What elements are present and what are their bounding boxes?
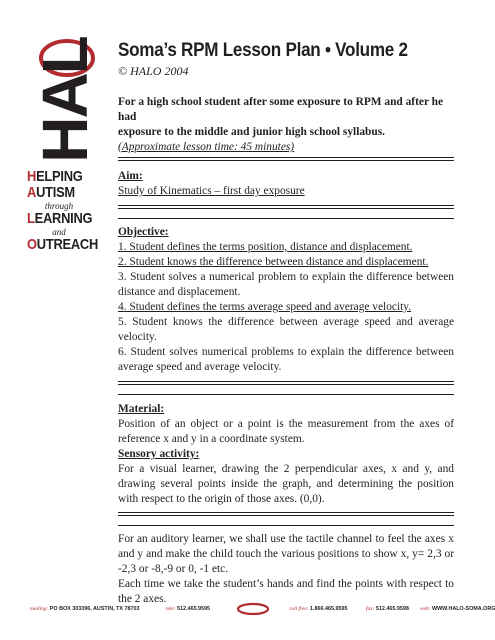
material-heading: Material: — [118, 403, 165, 415]
footer-fax: fax: 512.465.9598 — [366, 606, 409, 612]
footer-mailing: mailing: PO BOX 303396, AUSTIN, TX 78703 — [30, 606, 140, 612]
objective-item-5: 5. Student knows the difference between average speed and average velocity. — [118, 316, 454, 343]
objective-item-1: 1. Student defines the terms position, distance and displacement. — [118, 241, 413, 253]
tagline-autism: AUTISM — [27, 184, 75, 201]
footer-web: web: WWW.HALO-SOMA.ORG — [420, 606, 495, 612]
halo-ring-icon — [235, 602, 271, 616]
halo-logo — [25, 36, 105, 164]
ruled-line — [118, 209, 454, 219]
sensory-heading: Sensory activity: — [118, 448, 200, 460]
aim-text: Study of Kinematics – first day exposure — [118, 185, 305, 197]
intro-line-2: exposure to the middle and junior high school syllabus. — [118, 126, 386, 138]
tagline-and: and — [52, 227, 66, 237]
ruled-line — [118, 385, 454, 395]
tagline-outreach: OUTREACH — [27, 236, 99, 253]
sensory-auditory-text: For an auditory learner, we shall use the tactile channel to feel the axes x and y and make the child touch the various positions to show x, y= 2,3 or -2,3 or -8,-9 or 0, -1 etc. — [118, 533, 454, 575]
objective-item-2: 2. Student knows the difference between distance and displacement. — [118, 256, 429, 268]
objective-item-3: 3. Student solves a numerical problem to explain the difference between distance and displacement. — [118, 271, 454, 298]
sensory-visual-text: For a visual learner, drawing the 2 perpendicular axes, x and y, and drawing several points inside the graph, and determining the position with respect to the origin of those axes. (0,0). — [118, 463, 454, 505]
sensory-hands-text: Each time we take the student’s hands and find the points with respect to the 2 axes. — [118, 578, 454, 605]
objective-item-4: 4. Student defines the terms average speed and average velocity. — [118, 301, 412, 313]
lesson-time-note: (Approximate lesson time: 45 minutes) — [118, 141, 295, 153]
intro-line-1: For a high school student after some exposure to RPM and after he had — [118, 96, 444, 123]
ruled-line — [118, 516, 454, 526]
aim-heading: Aim: — [118, 170, 143, 182]
lesson-body — [118, 95, 454, 607]
logo-wordmark: HAL — [29, 37, 101, 163]
copyright-line: © HALO 2004 — [118, 64, 189, 78]
footer-tollfree: toll free: 1.866.465.9595 — [290, 606, 348, 612]
tagline-through: through — [44, 201, 74, 211]
material-text: Position of an object or a point is the measurement from the axes of reference x and y in a coordinate system. — [118, 418, 454, 445]
objective-heading: Objective: — [118, 226, 169, 238]
footer-tele: tele: 512.465.9595 — [166, 606, 211, 612]
footer-contact — [30, 602, 495, 616]
page-title: Soma’s RPM Lesson Plan • Volume 2 — [118, 40, 408, 61]
tagline-learning: LEARNING — [27, 210, 93, 227]
brand-tagline — [27, 169, 117, 253]
tagline-helping: HELPING — [27, 168, 83, 185]
objective-item-6: 6. Student solves numerical problems to explain the difference between average speed and average velocity. — [118, 346, 454, 373]
